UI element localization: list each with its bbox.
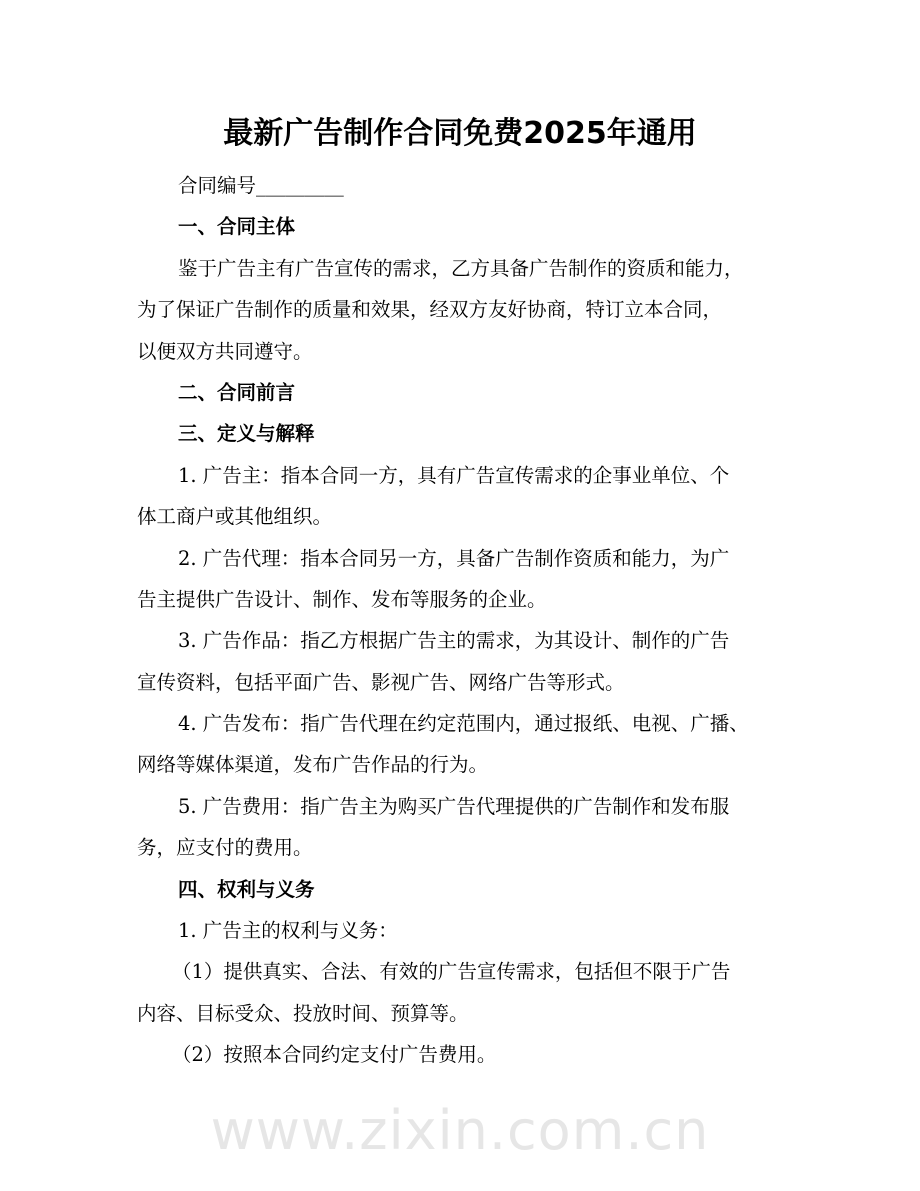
text-line: 务，应支付的费用。 — [137, 836, 313, 860]
watermark: www.zixin.com.cn — [210, 1099, 710, 1162]
text-line: 2. 广告代理：指本合同另一方，具备广告制作资质和能力，为广 — [178, 546, 730, 570]
document-title: 最新广告制作合同免费2025年通用 — [223, 116, 697, 151]
text-line: （2）按照本合同约定支付广告费用。 — [172, 1043, 497, 1067]
text-line: 告主提供广告设计、制作、发布等服务的企业。 — [137, 587, 547, 611]
text-line: 4. 广告发布：指广告代理在约定范围内，通过报纸、电视、广播、 — [178, 712, 749, 736]
text-line: 1. 广告主的权利与义务： — [178, 919, 398, 943]
text-line: （1）提供真实、合法、有效的广告宣传需求，包括但不限于广告 — [172, 960, 731, 984]
text-line: 5. 广告费用：指广告主为购买广告代理提供的广告制作和发布服 — [178, 794, 730, 818]
document-body — [137, 165, 797, 1076]
text-line: 以便双方共同遵守。 — [137, 339, 313, 363]
section-heading: 四、权利与义务 — [178, 877, 315, 901]
section-heading: 二、合同前言 — [178, 380, 296, 404]
text-line: 内容、目标受众、投放时间、预算等。 — [137, 1001, 469, 1025]
text-line: 宣传资料，包括平面广告、影视广告、网络广告等形式。 — [137, 670, 625, 694]
text-line: 体工商户或其他组织。 — [137, 505, 333, 529]
text-line: 为了保证广告制作的质量和效果，经双方友好协商，特订立本合同， — [137, 298, 723, 322]
text-line: 网络等媒体渠道，发布广告作品的行为。 — [137, 753, 489, 777]
text-line: 3. 广告作品：指乙方根据广告主的需求，为其设计、制作的广告 — [178, 629, 730, 653]
text-line: 1. 广告主：指本合同一方，具有广告宣传需求的企事业单位、个 — [178, 463, 730, 487]
text-line: 合同编号_________ — [178, 174, 344, 197]
section-heading: 三、定义与解释 — [178, 422, 315, 446]
section-heading: 一、合同主体 — [178, 215, 296, 239]
text-line: 鉴于广告主有广告宣传的需求，乙方具备广告制作的资质和能力， — [178, 256, 744, 280]
